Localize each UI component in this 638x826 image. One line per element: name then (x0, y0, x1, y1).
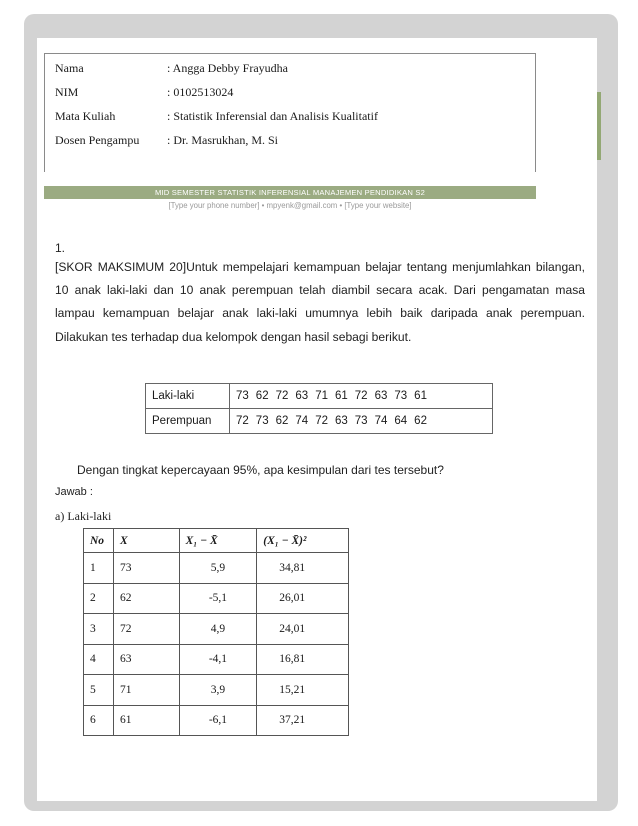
table-header-row (84, 529, 349, 553)
cell-no: 4 (84, 644, 114, 675)
table-row (84, 644, 349, 675)
column-header-x: X (113, 529, 179, 553)
column-header-deviation: X₁ − X̄ (179, 529, 257, 553)
identity-row-name (45, 56, 535, 80)
table-row (84, 675, 349, 706)
identity-row-nim (45, 80, 535, 104)
identity-table (44, 53, 536, 172)
identity-value: : 0102513024 (167, 84, 234, 99)
answer-label: Jawab : (55, 486, 93, 498)
column-header-squared-deviation: (X₁ − X̄)² (257, 529, 349, 553)
table-row (146, 409, 493, 434)
table-row (146, 384, 493, 409)
header-banner: MID SEMESTER STATISTIK INFERENSIAL MANAJEMEN PENDIDIKAN S2 (44, 186, 536, 199)
value-cell: 71 (315, 390, 328, 402)
value-cell: 73 (394, 390, 408, 402)
identity-label: NIM (55, 84, 79, 99)
value-cell: 74 (374, 415, 388, 427)
group-label: Perempuan (146, 409, 230, 434)
table-row (84, 705, 349, 736)
group-label: Laki-laki (146, 384, 230, 409)
cell-no: 3 (84, 614, 114, 645)
cell-no: 5 (84, 675, 114, 706)
table-row (84, 583, 349, 614)
cell-squared: 37,21 (257, 705, 349, 736)
identity-row-course (45, 104, 535, 128)
column-header-no: No (84, 529, 114, 553)
cell-squared: 15,21 (257, 675, 349, 706)
value-cell: 63 (295, 390, 309, 402)
contact-line: [Type your phone number] • mpyenk@gmail.com • [Type your website] (168, 201, 412, 210)
cell-deviation: 3,9 (179, 675, 257, 706)
value-cell: 72 (315, 415, 328, 427)
cell-no: 2 (84, 583, 114, 614)
cell-x: 63 (113, 644, 179, 675)
value-cell: 64 (394, 415, 408, 427)
question-number: 1. (55, 241, 66, 255)
value-cell: 62 (275, 415, 289, 427)
table-row (84, 553, 349, 584)
cell-x: 71 (113, 675, 179, 706)
cell-squared: 34,81 (257, 553, 349, 584)
value-cell: 63 (334, 415, 348, 427)
cell-x: 72 (113, 614, 179, 645)
cell-deviation: -4,1 (179, 644, 257, 675)
subsection-heading: a) Laki-laki (55, 509, 112, 523)
sample-data-table (145, 383, 493, 434)
value-cell: 72 (275, 390, 289, 402)
value-cell: 73 (354, 415, 368, 427)
cell-deviation: 5,9 (179, 553, 257, 584)
identity-value: : Angga Debby Frayudha (167, 60, 288, 75)
cell-x: 61 (113, 705, 179, 736)
value-cell: 72 (354, 390, 368, 402)
value-cell: 61 (414, 390, 427, 402)
identity-label: Nama (55, 60, 84, 75)
identity-value: : Statistik Inferensial dan Analisis Kualitatif (167, 108, 378, 123)
cell-deviation: -5,1 (179, 583, 257, 614)
value-cell: 63 (374, 390, 388, 402)
table-row (84, 614, 349, 645)
group-values (230, 409, 493, 434)
identity-label: Mata Kuliah (55, 108, 116, 123)
cell-squared: 16,81 (257, 644, 349, 675)
value-cell: 74 (295, 415, 309, 427)
value-cell: 62 (414, 415, 427, 427)
value-cell: 62 (255, 390, 269, 402)
cell-no: 6 (84, 705, 114, 736)
value-cell: 73 (255, 415, 269, 427)
cell-squared: 24,01 (257, 614, 349, 645)
calculation-table (83, 528, 349, 736)
cell-no: 1 (84, 553, 114, 584)
cell-deviation: -6,1 (179, 705, 257, 736)
cell-x: 73 (113, 553, 179, 584)
question-prompt: Dengan tingkat kepercayaan 95%, apa kesimpulan dari tes tersebut? (77, 463, 444, 477)
identity-row-lecturer (45, 128, 535, 152)
value-cell: 72 (236, 415, 249, 427)
value-cell: 61 (334, 390, 348, 402)
question-text: [SKOR MAKSIMUM 20]Untuk mempelajari kemampuan belajar tentang menjumlahkan bilangan, 10 anak laki-laki dan 10 anak perempuan telah diambil secara acak. Dari pengamatan masa lampau kemampuan belajar anak laki-laki umumnya lebih baik daripada anak perempuan. Dilakukan tes terhadap dua kelompok dengan hasil sebagi berikut. (55, 260, 585, 344)
value-cell: 73 (236, 390, 249, 402)
cell-squared: 26,01 (257, 583, 349, 614)
identity-label: Dosen Pengampu (55, 132, 140, 147)
cell-x: 62 (113, 583, 179, 614)
identity-value: : Dr. Masrukhan, M. Si (167, 132, 278, 147)
cell-deviation: 4,9 (179, 614, 257, 645)
group-values (230, 384, 493, 409)
